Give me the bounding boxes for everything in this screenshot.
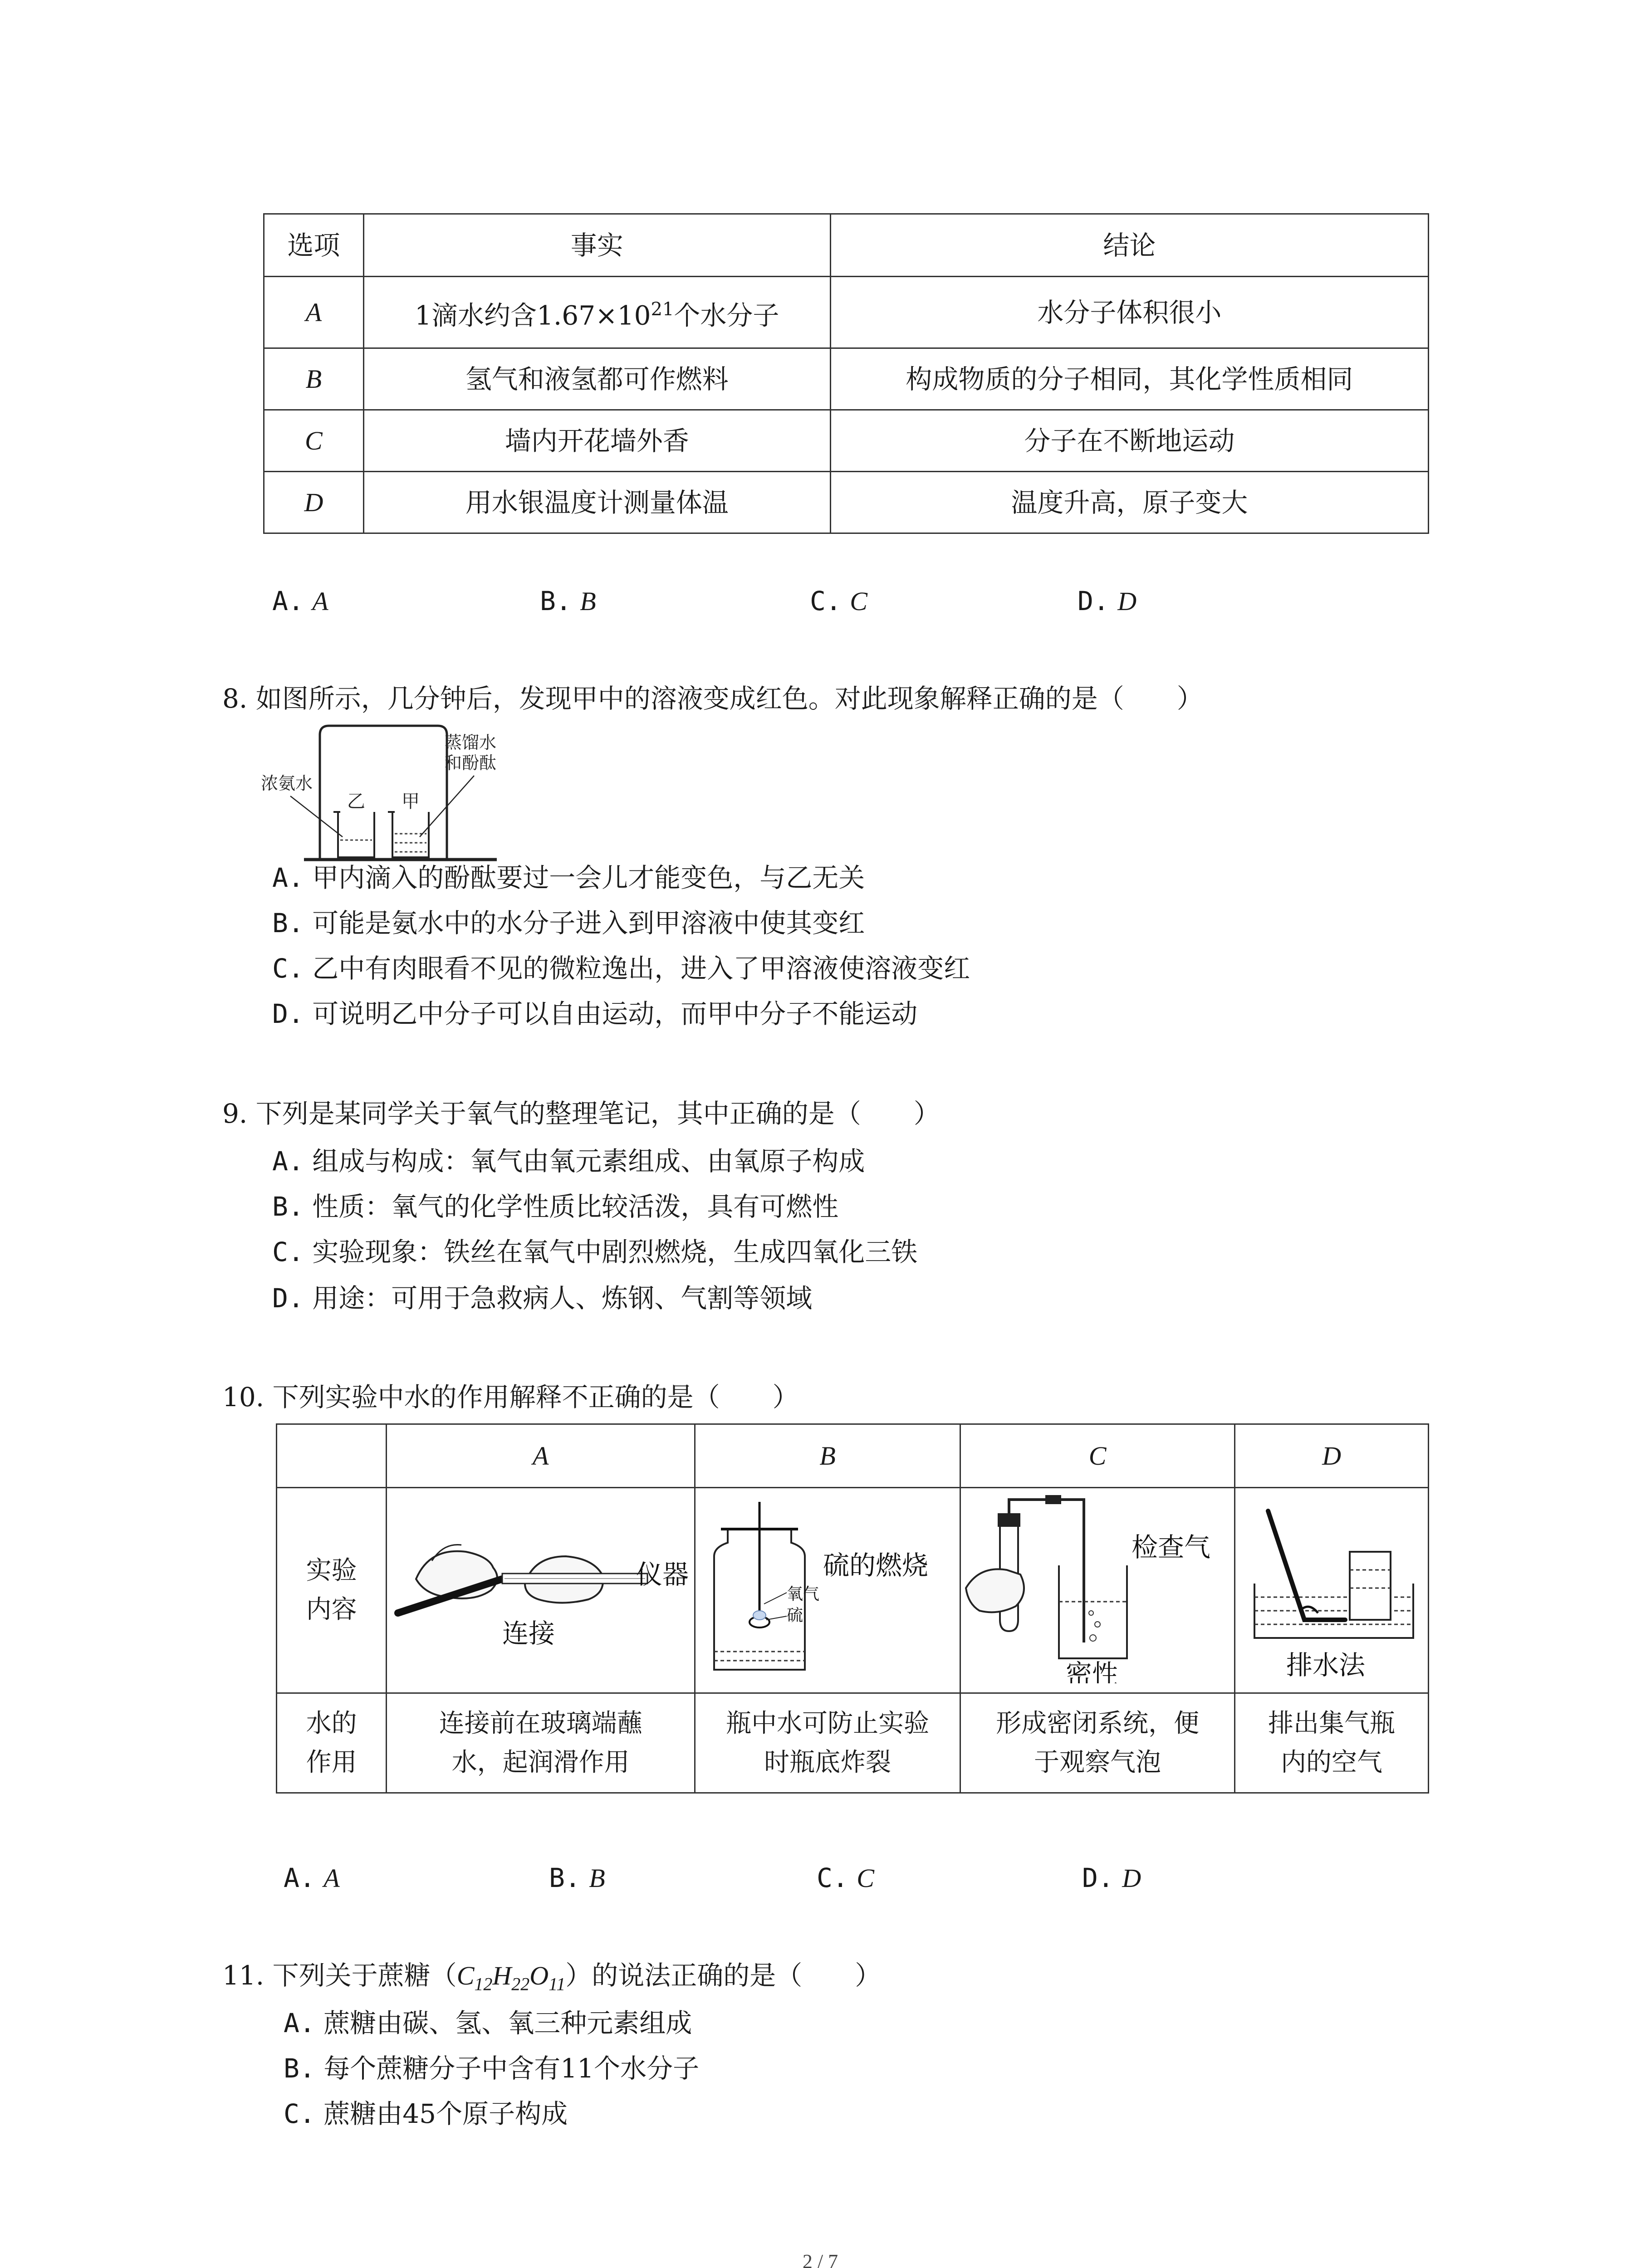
q9-option-d[interactable]: D. 用途：可用于急救病人、炼钢、气割等领域: [272, 1283, 813, 1314]
page-number: 2 / 7: [802, 2250, 838, 2268]
q8-beaker-jia-label: 甲: [402, 791, 420, 812]
q10-table: [276, 1423, 1429, 1794]
q10-role-d: 排出集气瓶 内的空气: [1235, 1693, 1429, 1793]
q10-c-label-airtight: 密性: [1066, 1659, 1119, 1683]
q9-option-a[interactable]: A. 组成与构成：氧气由氧元素组成、由氧原子构成: [272, 1146, 865, 1177]
q10-figure-water-displacement: [1236, 1488, 1427, 1683]
q7-row-b-fact: 氢气和液氢都可作燃料: [363, 348, 830, 410]
q8-label-phenolphthalein: 和酚酞: [445, 753, 497, 773]
q8-option-a[interactable]: A. 甲内滴入的酚酞要过一会儿才能变色，与乙无关: [272, 862, 865, 893]
q10-c-label-check: 检查气: [1132, 1532, 1211, 1563]
q10-b-label-oxygen: 氧气: [787, 1585, 820, 1603]
q10-cell-b-figure: [695, 1488, 960, 1693]
q11-formula: $C_{12}H_{22}O_{11}$: [456, 1961, 566, 1994]
q7-row-d-fact: 用水银温度计测量体温: [363, 472, 830, 533]
q10-figure-airtightness-check: [961, 1488, 1234, 1683]
q7-row-a-conclusion: 水分子体积很小: [830, 277, 1428, 348]
q11-option-a[interactable]: A. 蔗糖由碳、氢、氧三种元素组成: [284, 2008, 692, 2038]
q7-row-b-option: B: [264, 348, 364, 410]
q7-answer-c[interactable]: C. C: [810, 586, 867, 616]
q8-beaker-yi-label: 乙: [347, 791, 365, 812]
q7-answer-a[interactable]: A. A: [272, 586, 328, 616]
q10-answer-c[interactable]: C. C: [817, 1862, 874, 1893]
q10-row-content-label: 实验 内容: [277, 1488, 387, 1693]
q8-option-c[interactable]: C. 乙中有肉眼看不见的微粒逸出，进入了甲溶液使溶液变红: [272, 953, 970, 984]
q10-cell-c-figure: [960, 1488, 1235, 1693]
q7-row-c-fact: 墙内开花墙外香: [363, 410, 830, 472]
q8-figure-ammonia-diffusion: [261, 721, 515, 871]
q10-header-a: A: [387, 1424, 695, 1488]
q10-header-c: C: [960, 1424, 1235, 1488]
q10-b-label-burning: 硫的燃烧: [823, 1550, 929, 1581]
q10-header-empty: [277, 1424, 387, 1488]
q8-label-water: 蒸馏水: [445, 733, 497, 753]
q10-stem: 10. 下列实验中水的作用解释不正确的是（ ）: [222, 1382, 799, 1413]
q8-stem: 8. 如图所示，几分钟后，发现甲中的溶液变成红色。对此现象解释正确的是（ ）: [222, 683, 1203, 714]
q10-a-label-connect: 连接: [502, 1618, 555, 1649]
q9-stem: 9. 下列是某同学关于氧气的整理笔记，其中正确的是（ ）: [222, 1098, 940, 1129]
q10-header-b: B: [695, 1424, 960, 1488]
q10-cell-d-figure: [1235, 1488, 1429, 1693]
q7-header-fact: 事实: [363, 214, 830, 277]
q8-label-ammonia: 浓氨水: [261, 773, 313, 793]
q8-option-b[interactable]: B. 可能是氨水中的水分子进入到甲溶液中使其变红: [272, 908, 865, 938]
q11-stem: 11. 下列关于蔗糖$(C_{12}H_{22}O_{11})$的说法正确的是（ ）: [222, 1960, 882, 1994]
q10-header-d: D: [1235, 1424, 1429, 1488]
q10-answer-b[interactable]: B. B: [549, 1862, 605, 1893]
q10-b-label-sulfur: 硫: [787, 1606, 803, 1625]
q8-option-d[interactable]: D. 可说明乙中分子可以自由运动，而甲中分子不能运动: [272, 998, 918, 1029]
q7-row-d-conclusion: 温度升高，原子变大: [830, 472, 1428, 533]
q10-role-a: 连接前在玻璃端蘸 水，起润滑作用: [387, 1693, 695, 1793]
q7-table: [263, 213, 1429, 534]
q10-d-label-method: 排水法: [1286, 1650, 1366, 1681]
q10-row-role-label: 水的 作用: [277, 1693, 387, 1793]
q9-option-b[interactable]: B. 性质：氧气的化学性质比较活泼，具有可燃性: [272, 1191, 839, 1222]
q9-option-c[interactable]: C. 实验现象：铁丝在氧气中剧烈燃烧，生成四氧化三铁: [272, 1237, 918, 1267]
q7-answer-b[interactable]: B. B: [540, 586, 596, 616]
q10-answer-a[interactable]: A. A: [284, 1862, 340, 1893]
q7-header-conclusion: 结论: [830, 214, 1428, 277]
q11-option-c[interactable]: C. 蔗糖由45个原子构成: [284, 2098, 568, 2129]
q10-role-b: 瓶中水可防止实验 时瓶底炸裂: [695, 1693, 960, 1793]
q11-option-b[interactable]: B. 每个蔗糖分子中含有11个水分子: [284, 2053, 700, 2084]
q7-row-a-option: A: [264, 277, 364, 348]
q7-row-c-conclusion: 分子在不断地运动: [830, 410, 1428, 472]
q7-row-c-option: C: [264, 410, 364, 472]
q7-header-option: 选项: [264, 214, 364, 277]
q7-answer-d[interactable]: D. D: [1078, 586, 1137, 616]
q7-row-a-fact: 1滴水约含$1.67\times 10^{21}$个水分子: [363, 277, 830, 348]
q7-row-b-conclusion: 构成物质的分子相同，其化学性质相同: [830, 348, 1428, 410]
q10-figure-sulfur-combustion: [696, 1488, 959, 1683]
q7-row-d-option: D: [264, 472, 364, 533]
q10-figure-connect-instrument: [389, 1488, 693, 1683]
q10-role-c: 形成密闭系统，便 于观察气泡: [960, 1693, 1235, 1793]
q10-answer-d[interactable]: D. D: [1082, 1862, 1141, 1893]
q10-a-label-instrument: 仪器: [636, 1559, 689, 1590]
q10-cell-a-figure: [387, 1488, 695, 1693]
